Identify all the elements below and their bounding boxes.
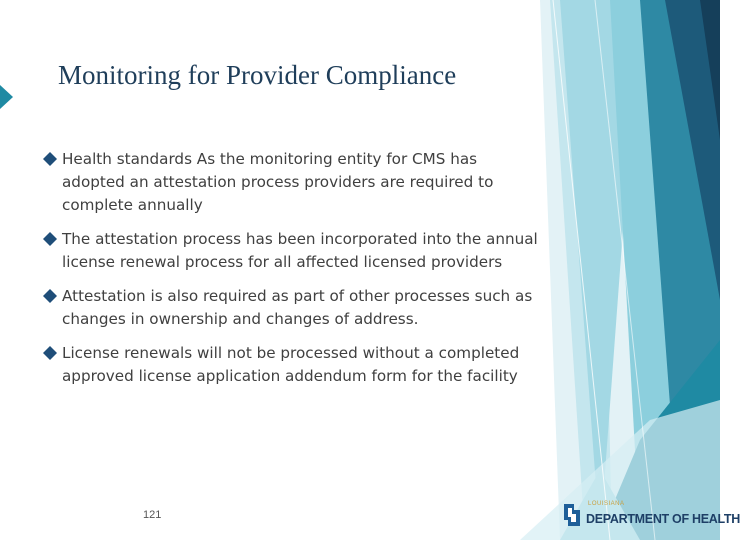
- page-number: 121: [143, 509, 162, 521]
- bullet-item: [42, 342, 542, 388]
- bullet-item: [42, 228, 542, 274]
- bullet-text: Attestation is also required as part of other processes such as changes in ownership and changes of address.: [62, 287, 533, 328]
- slide-title: Monitoring for Provider Compliance: [58, 60, 457, 90]
- bullet-text: License renewals will not be processed without a completed approved license application addendum form for the facility: [62, 344, 520, 385]
- diamond-bullet-icon: [42, 288, 58, 304]
- diamond-bullet-icon: [42, 231, 58, 247]
- bullet-text: The attestation process has been incorporated into the annual license renewal process for all affected licensed providers: [62, 230, 538, 271]
- bullet-list: [42, 148, 542, 399]
- bullet-text: Health standards As the monitoring entity for CMS has adopted an attestation process providers are required to complete annually: [62, 150, 494, 214]
- diamond-bullet-icon: [42, 345, 58, 361]
- logo-department-text: DEPARTMENT OF HEALTH: [586, 512, 740, 526]
- bullet-item: [42, 148, 542, 217]
- diamond-bullet-icon: [42, 151, 58, 167]
- louisiana-state-icon: [562, 502, 582, 528]
- bullet-item: [42, 285, 542, 331]
- logo-state-text: LOUISIANA: [588, 501, 625, 507]
- department-logo: [562, 498, 740, 532]
